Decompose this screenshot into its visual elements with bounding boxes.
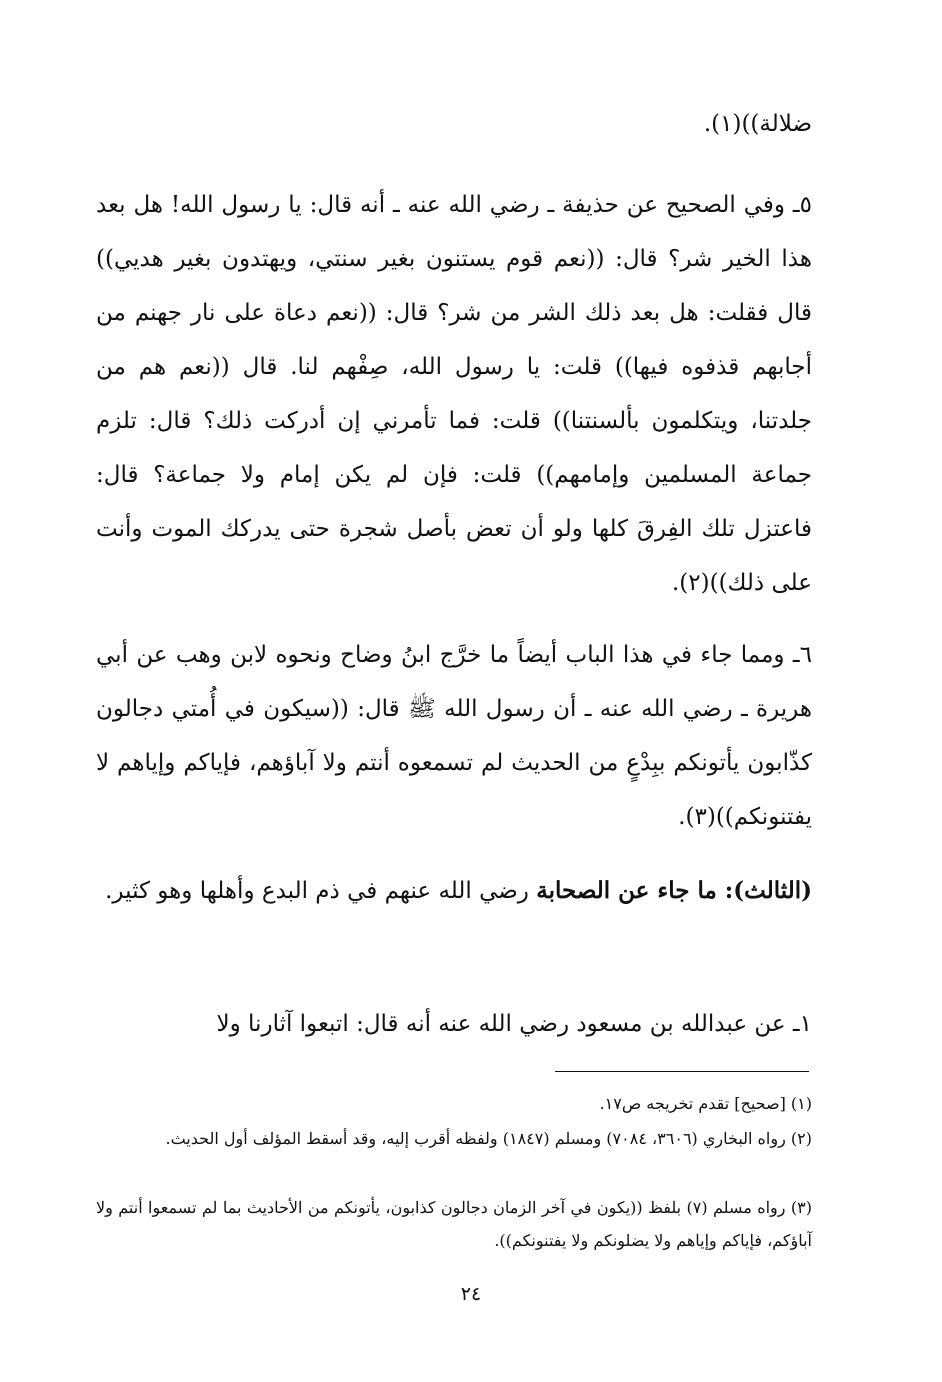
paragraph-ibn-masud: ١ـ عن عبدالله بن مسعود رضي الله عنه أنه قال: اتبعوا آثارنا ولا: [216, 1011, 812, 1037]
section-heading-rest: رضي الله عنهم في ذم البدع وأهلها وهو كثير.: [105, 878, 537, 904]
footnote-1: (١) [صحيح] تقدم تخريجه ص١٧.: [599, 1094, 812, 1113]
paragraph-continuation: ضلالة))(١).: [703, 111, 812, 137]
footnote-divider: [555, 1071, 809, 1072]
footnote-2: (٢) رواه البخاري (٣٦٠٦، ٧٠٨٤) ومسلم (١٨٤٧) ولفظه أقرب إليه، وقد أسقط المؤلف أول الحديث.: [165, 1129, 812, 1148]
page-number: ٢٤: [460, 1283, 482, 1305]
section-heading-bold: (الثالث): ما جاء عن الصحابة: [536, 877, 812, 904]
section-heading-third: [96, 864, 812, 918]
paragraph-hadith-6: ٦ـ ومما جاء في هذا الباب أيضاً ما خرَّج ابنُ وضاح ونحوه لابن وهب عن أبي هريرة ـ رضي الله عنه ـ أن رسول الله ﷺ قال: ((سيكون في أُمتي دجالون كذّابون يأتونكم ببِدْعٍ من الحديث لم تسمعوه أنتم ولا آباؤهم، فإياكم وإياهم لا يفتنونكم))(٣).: [96, 642, 812, 830]
footnote-3: (٣) رواه مسلم (٧) بلفظ ((يكون في آخر الزمان دجالون كذابون، يأتونكم من الأحاديث بما لم تسمعوا أنتم ولا آباؤكم، فإياكم وإياهم ولا يضلونكم ولا يفتنونكم)).: [96, 1198, 813, 1250]
paragraph-hadith-5: ٥ـ وفي الصحيح عن حذيفة ـ رضي الله عنه ـ أنه قال: يا رسول الله! هل بعد هذا الخير شر؟ قال: ((نعم قوم يستنون بغير سنتي، ويهتدون بغير هديي)) قال فقلت: هل بعد ذلك الشر من شر؟ قال: ((نعم دعاة على نار جهنم من أجابهم قذفوه فيها)) قلت: يا رسول الله، صِفْهم لنا. قال ((نعم هم من جلدتنا، ويتكلمون بألسنتنا)) قلت: فما تأمرني إن أدركت ذلك؟ قال: تلزم جماعة المسلمين وإمامهم)) قلت: فإن لم يكن إمام ولا جماعة؟ قال: فاعتزل تلك الفِرقَ كلها ولو أن تعض بأصل شجرة حتى يدركك الموت وأنت على ذلك))(٢).: [96, 192, 812, 596]
